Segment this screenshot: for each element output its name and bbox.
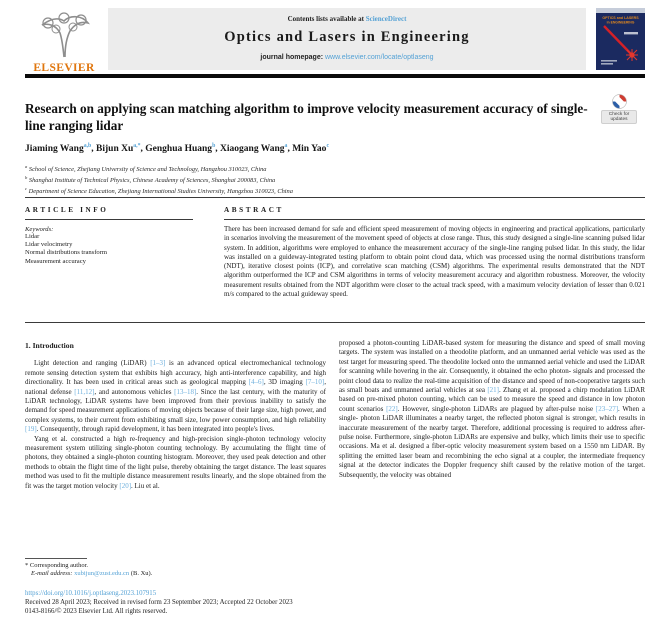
body-text: . Since the last century, with the maturity of LiDAR technology, LiDAR systems have been improved from their previous inability to satisfy the demand for speed measurement applications of moving objects because of their large size, high power, and complex systems, to their current from exhibiting small size, low power consumption, and high reliability xyxy=(25,387,327,424)
affiliation-text: Department of Science Education, Zhejiang International Studies University, Hangzhou 310023, China xyxy=(27,188,293,196)
journal-masthead xyxy=(108,8,586,70)
affiliation-list xyxy=(25,163,605,196)
article-info-heading: ARTICLE INFO xyxy=(25,206,109,214)
citation-link[interactable]: [23–27] xyxy=(595,404,619,413)
keyword: Normal distributions transform xyxy=(25,249,108,257)
journal-title: Optics and Lasers in Engineering xyxy=(224,29,470,45)
elsevier-logo xyxy=(25,11,103,75)
copyright-line: 0143-8166/© 2023 Elsevier Ltd. All rights reserved. xyxy=(25,608,168,615)
body-text: is an advanced optical electromechanical technology remote sensing detection system that exhibits high accuracy, high anti-interference capability, and high directionality. It has been used in critical areas such as geological mapping xyxy=(25,359,326,387)
check-for-updates-label xyxy=(601,110,637,124)
author-name: Bijun Xu xyxy=(96,144,134,155)
affiliation-sup: c xyxy=(25,186,28,192)
affiliation-text: Shanghai Institute of Technical Physics, Chinese Academy of Sciences, Shanghai 200083, China xyxy=(27,177,276,185)
sciencedirect-link[interactable]: ScienceDirect xyxy=(365,15,407,23)
keyword: Lidar xyxy=(25,233,40,240)
author xyxy=(96,144,145,154)
affiliation-line xyxy=(25,185,605,196)
corresponding-author-line: * Corresponding author. xyxy=(25,561,89,569)
body-text: . Liu et al. xyxy=(131,481,160,490)
divider-rule xyxy=(25,197,645,198)
body-text: . When a single- photon LiDAR illuminates a nearby target, the reflected photon signal is stronger, which results in inaccurate measurement of the nearby target. Therefore, additional processing is required to address after-pulse noise. Furthermore, single-photon LiDARs are expensive and bulky, which limits their use to specific occasions. Ma et al. designed a fiber-optic velocity measurement system based on a 1550 nm LiDAR. By splitting the emitted laser beam and recombining the echo signal at a coupler, the intermediate frequency signal at the detector indicates the Doppler frequency shift caused by the relative motion of the target. Subsequently, the velocity was obtained xyxy=(339,404,645,479)
cover-title-line1: OPTICS and LASERS xyxy=(602,16,639,20)
elsevier-tree-icon xyxy=(34,11,94,59)
email-suffix: (B. Xu). xyxy=(130,570,153,578)
author-list xyxy=(25,143,585,154)
author-affiliation-sup[interactable]: b xyxy=(212,143,216,149)
body-paragraph xyxy=(25,359,326,434)
homepage-line xyxy=(108,54,586,61)
author xyxy=(292,144,329,154)
affiliation-line xyxy=(25,174,605,185)
affiliation-sup: b xyxy=(25,175,28,181)
author-affiliation-sup[interactable]: a,* xyxy=(133,143,141,149)
section-heading-introduction: 1. Introduction xyxy=(25,341,74,350)
keywords-label: Keywords: xyxy=(25,226,54,233)
author-separator: , xyxy=(215,144,221,155)
keyword: Lidar velocimetry xyxy=(25,241,73,249)
body-text: , national defense xyxy=(25,378,326,396)
citation-link[interactable]: [19] xyxy=(25,425,37,434)
body-text: Light detection and ranging (LiDAR) xyxy=(34,359,151,368)
badge-line1: Check for xyxy=(608,112,630,117)
elsevier-wordmark: ELSEVIER xyxy=(33,62,95,74)
abstract-heading: ABSTRACT xyxy=(224,206,284,214)
body-left-column xyxy=(25,339,326,491)
citation-link[interactable]: [13–18] xyxy=(174,387,197,396)
abstract-text: There has been increased demand for safe and efficient speed measurement of moving objects in engineering and practical applications, particularly in scenarios involving the measurement of the movement speed of objects at close range. Thus, this study designed a single-line scanning pulsed lidar system. In addition, algorithms were employed to enhance the measurement accuracy of the single-line ranging pulsed lidar. In this study, the lidar was installed on a guideway-integrated testing platform to obtain point cloud data, which was processed using the normal distributions transform (NDT), iterative closest points (ICP), and correlative scan matching (CSM) algorithms. The experimental results demonstrated that the NDT algorithm outperformed the ICP and CSM algorithms in terms of velocity measurement accuracy and algorithm robustness. Moreover, the velocity measurement results obtained from the NDT algorithm were closer to the actual track speed, with a maximum velocity deviation of lesser than 0.021 m/s compared to the actual guideway speed. xyxy=(224,225,645,299)
author-affiliation-sup[interactable]: a xyxy=(284,143,288,149)
received-dates: Received 28 April 2023; Received in revised form 23 September 2023; Accepted 22 October 2023 xyxy=(25,599,293,606)
divider-rule xyxy=(224,219,645,220)
citation-link[interactable]: [22] xyxy=(386,404,398,413)
author-separator: , xyxy=(287,144,293,155)
contents-line xyxy=(108,15,586,23)
body-text: . However, single-photon LiDARs are plagued by after-pulse noise xyxy=(397,404,596,413)
author xyxy=(25,144,96,154)
author-affiliation-sup[interactable]: c xyxy=(326,143,330,149)
abstract-column xyxy=(224,206,645,299)
author-name: Genghua Huang xyxy=(145,144,213,155)
body-text: . Consequently, through rapid development, it has been integrated into people's lives. xyxy=(36,425,275,434)
author-separator: , xyxy=(140,144,146,155)
affiliation-sup: a xyxy=(25,164,28,169)
divider-rule xyxy=(25,219,193,220)
citation-link[interactable]: [20] xyxy=(119,481,132,490)
email-label: E-mail address: xyxy=(31,570,73,578)
divider-rule xyxy=(25,322,645,323)
body-text: Yang et al. constructed a high re-frequency and high-precision single-photon technology velocity measurement system utilizing single-photon counting technology. By accumulating the flight time of photons, they obtained a single-photon counting histogram. Moreover, they used peak detection and other methods to obtain the flight time of the light pulse, thereby obtaining the target distance. The least squares method was used to fit the multiple distance measurement results linearly, and the slope obtained from the fit was the target motion velocity xyxy=(25,434,326,490)
affiliation-line xyxy=(25,163,605,174)
author-name: Jiaming Wang xyxy=(25,144,84,155)
author-name: Min Yao xyxy=(292,144,327,155)
author-separator: , xyxy=(91,144,97,155)
author xyxy=(220,144,292,154)
citation-link[interactable]: [7–10] xyxy=(305,378,325,387)
body-text: , and autonomous vehicles xyxy=(94,387,175,396)
author xyxy=(145,144,220,154)
body-right-column xyxy=(339,339,645,480)
body-text: . Zhang et al. proposed a chirp modulation LiDAR based on pre-mixed photon counting, which can be used to measure the speed and distance in low photon count scenarios xyxy=(339,386,645,413)
crossmark-icon xyxy=(612,94,627,109)
corresponding-author-footnote xyxy=(25,558,325,579)
email-line xyxy=(25,570,325,579)
contents-prefix: Contents lists available at xyxy=(287,15,364,23)
citation-link[interactable]: [21] xyxy=(487,386,499,395)
body-text: proposed a photon-counting LiDAR-based system for measuring the distance and speed of small moving targets. The system was installed on a theodolite platform, and an unmanned aerial vehicle was used as the test target for measuring speed. The theodolite locked onto the unmanned aerial vehicle and used the LiDAR for scanning while hovering in the air. Consequently, it obtained the echo photon- signals and processed the point cloud data to realize the real-time acquisition of the distance and speed of non-cooperative targets such as small boats and unmanned aerial vehicles at sea xyxy=(339,339,645,395)
footnote-rule xyxy=(25,558,87,559)
email-link[interactable]: xubijun@zust.edu.cn xyxy=(74,570,130,578)
doi-link[interactable]: https://doi.org/10.1016/j.optlaseng.2023.107915 xyxy=(25,590,157,597)
badge-line2: updates xyxy=(610,117,628,123)
paper-title: Research on applying scan matching algorithm to improve velocity measurement accuracy of single-line ranging lidar xyxy=(25,101,588,133)
citation-link[interactable]: [11,12] xyxy=(74,387,95,396)
citation-link[interactable]: [4–6] xyxy=(248,378,264,387)
affiliation-text: School of Science, Zhejiang University of Science and Technology, Hangzhou 310023, China xyxy=(27,166,267,174)
keywords-list xyxy=(25,233,193,266)
author-affiliation-sup[interactable]: a,b xyxy=(83,143,92,149)
homepage-label: journal homepage: xyxy=(260,54,324,61)
page-footer xyxy=(25,589,645,616)
masthead-divider-bar xyxy=(25,74,645,78)
body-paragraph xyxy=(339,339,645,480)
body-paragraph xyxy=(25,435,326,491)
citation-link[interactable]: [1–3] xyxy=(150,359,166,368)
homepage-link[interactable]: www.elsevier.com/locate/optlaseng xyxy=(325,54,434,61)
cover-title-line2: in ENGINEERING xyxy=(606,20,635,25)
journal-cover-thumbnail xyxy=(596,8,645,70)
author-name: Xiaogang Wang xyxy=(220,144,285,155)
article-info-column xyxy=(25,206,193,266)
keyword: Measurement accuracy xyxy=(25,257,86,265)
body-text: , 3D imaging xyxy=(263,378,306,387)
check-for-updates-badge[interactable] xyxy=(601,94,637,130)
